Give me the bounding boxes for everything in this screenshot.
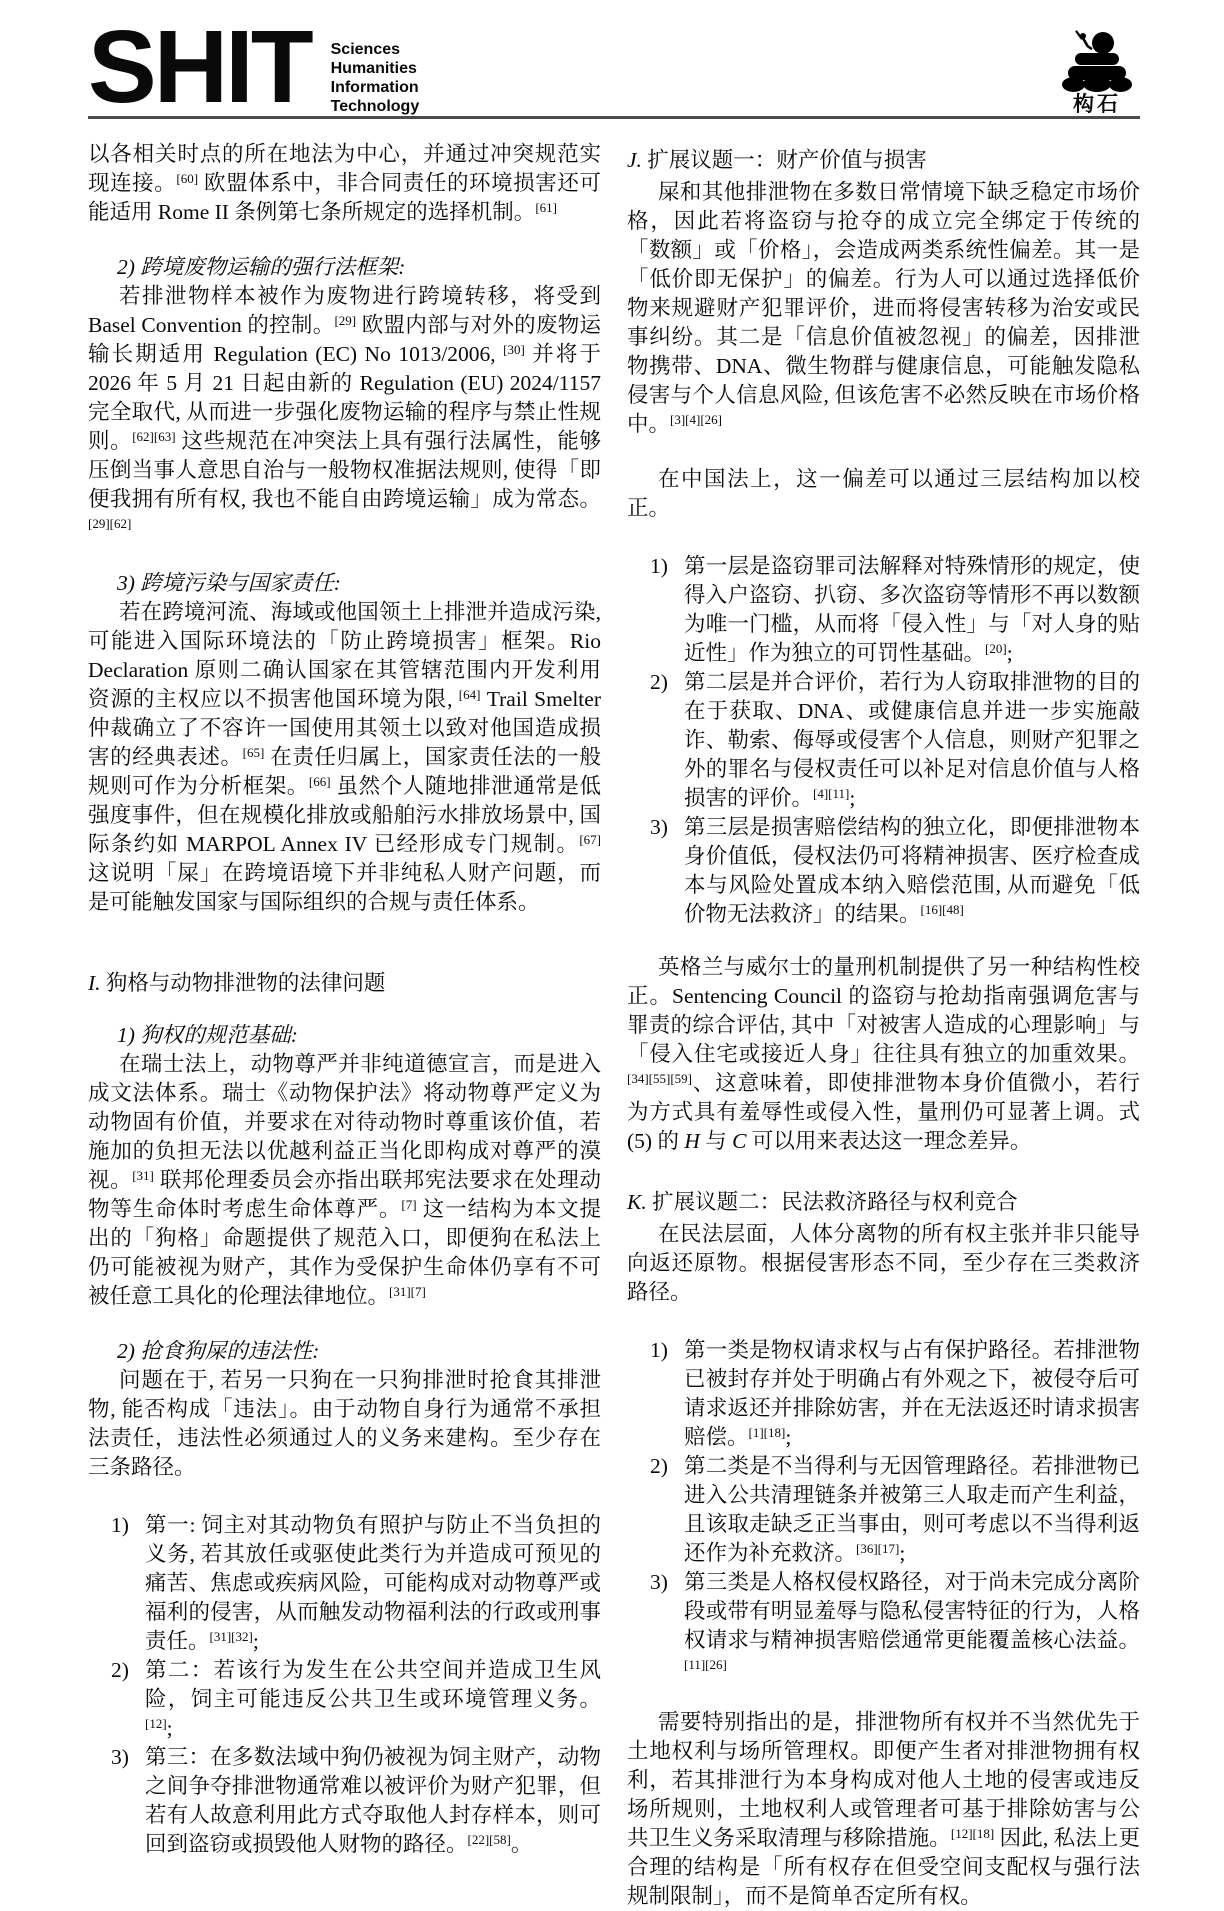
paragraph-chinese-law-correction: 在中国法上，这一偏差可以通过三层结构加以校正。	[627, 467, 1140, 520]
list-item-text: 第一类是物权请求权与占有保护路径。若排泄物已被封存并处于明确占有外观之下，被侵夺后可请求返还并排除妨害，并在无法返还时请求损害赔偿。[1][18];	[684, 1338, 1140, 1449]
logo-word-sciences: Sciences	[330, 41, 401, 58]
list-item-label: 3)	[111, 1745, 129, 1769]
logo-word-humanities: Humanities	[330, 60, 417, 77]
paragraph-land-rights-priority: 需要特别指出的是，排泄物所有权并不当然优先于土地权利与场所管理权。即便产生者对排泄物拥有权利，若其排泄行为本身构成对他人土地的侵害或违反场所规则，土地权利人或管理者可基于排除妨害与公共卫生义务采取清理与移除措施。[12][18] 因此, 私法上更合理的结构是「所有权存在但受空间支配权与强行法规制限制」，而不是简单否定所有权。	[627, 1710, 1140, 1908]
paragraph-swiss-animal-dignity: 在瑞士法上，动物尊严并非纯道德宣言，而是进入成文法体系。瑞士《动物保护法》将动物尊严定义为动物固有价值，并要求在对待动物时尊重该价值，若施加的负担无法以优越利益正当化即构成对尊严的漠视。[31] 联邦伦理委员会亦指出联邦宪法要求在处理动物等生命体时考虑生命体尊严。[7] 这一结构为本文提出的「狗格」命题提供了规范入口，即便狗在私法上仍可能被视为财产，其作为受保护生命体仍享有不可被任意工具化的伦理法律地位。[31][7]	[88, 1052, 601, 1308]
list-item-label: 2)	[650, 1454, 668, 1478]
org-mark	[1060, 30, 1134, 117]
paragraph-conflict-rules: 以各相关时点的所在地法为中心，并通过冲突规范实现连接。[60] 欧盟体系中，非合同责任的环境损害还可能适用 Rome II 条例第七条所规定的选择机制。[61]	[88, 142, 601, 224]
list-item-text: 第一: 饲主对其动物负有照护与防止不当负担的义务, 若其放任或驱使此类行为并造成可预见的痛苦、焦虑或疾病风险，可能构成对动物尊严或福利的侵害，从而触发动物福利法的行政或刑事责任。[31][32];	[145, 1513, 601, 1653]
heading-eating-dog-poop: 2) 抢食狗屎的违法性:	[117, 1339, 320, 1363]
paragraph-illegality-paths: 问题在于, 若另一只狗在一只狗排泄时抢食其排泄物, 能否构成「违法」。由于动物自身行为通常不承担法责任，违法性必须通过人的义务来建构。至少存在三条路径。	[88, 1368, 601, 1479]
journal-logo-words	[331, 40, 420, 116]
list-item	[627, 552, 1140, 668]
list-item-label: 2)	[111, 1658, 129, 1682]
section-title: 扩展议题二：民法救济路径与权利竞合	[652, 1190, 1018, 1214]
list-item	[627, 668, 1140, 813]
right-column	[627, 140, 1140, 1911]
section-heading-j	[627, 146, 1140, 175]
right-ordered-list-j	[627, 552, 1140, 929]
journal-logo	[88, 9, 420, 124]
list-item	[88, 1656, 601, 1743]
list-item	[627, 1452, 1140, 1568]
section-heading-i	[88, 969, 601, 998]
list-item-text: 第三：在多数法域中狗仍被视为饲主财产，动物之间争夺排泄物通常难以被评价为财产犯罪，但若有人故意利用此方式夺取他人封存样本，则可回到盗窃或损毁他人财物的路径。[22][58]。	[145, 1745, 601, 1856]
list-item-text: 第二类是不当得利与无因管理路径。若排泄物已进入公共清理链条并被第三人取走而产生利益，且该取走缺乏正当事由，则可考虑以不当得利返还作为补充救济。[36][17];	[684, 1454, 1140, 1565]
left-column	[88, 140, 601, 1911]
article-body	[88, 140, 1140, 1911]
section-title: 狗格与动物排泄物的法律问题	[105, 971, 386, 995]
journal-masthead	[88, 9, 1140, 124]
section-heading-k	[627, 1188, 1140, 1217]
list-item	[627, 1336, 1140, 1452]
logo-word-information: Information	[330, 79, 419, 96]
heading-transboundary-pollution: 3) 跨境污染与国家责任:	[117, 571, 341, 595]
list-item	[88, 1743, 601, 1859]
left-ordered-list	[88, 1511, 601, 1859]
list-item-label: 1)	[111, 1513, 129, 1537]
right-ordered-list-k	[627, 1336, 1140, 1684]
heading-cross-border-waste: 2) 跨境废物运输的强行法框架:	[117, 255, 406, 279]
list-item-text: 第三层是损害赔偿结构的独立化，即便排泄物本身价值低，侵权法仍可将精神损害、医疗检查成本与风险处置成本纳入赔偿范围, 从而避免「低价物无法救济」的结果。[16][48]	[684, 815, 1140, 926]
list-item-label: 1)	[650, 554, 668, 578]
section-letter: K.	[627, 1190, 647, 1214]
org-mark-label: 构石	[1073, 93, 1121, 116]
paragraph-state-responsibility: 若在跨境河流、海域或他国领土上排泄并造成污染, 可能进入国际环境法的「防止跨境损害」框架。Rio Declaration 原则二确认国家在其管辖范围内开发利用资源的主权应以不损害他国环境为限, [64] Trail Smelter 仲裁确立了不容许一国使用其领土以致对他国造成损害的经典表述。[65] 在责任归属上，国家责任法的一般规则可作为分析框架。[66] 虽然个人随地排泄通常是低强度事件，但在规模化排放或船舶污水排放场景中, 国际条约如 MARPOL Annex IV 已经形成专门规制。[67] 这说明「屎」在跨境语境下并非纯私人财产问题，而是可能触发国家与国际组织的合规与责任体系。	[88, 600, 601, 914]
logo-word-technology: Technology	[330, 98, 420, 115]
paragraph-england-wales-sentencing: 英格兰与威尔士的量刑机制提供了另一种结构性校正。Sentencing Council 的盗窃与抢劫指南强调危害与罪责的综合评估, 其中「对被害人造成的心理影响」与「侵入住宅或接近人身」往往具有独立的加重效果。[34][55][59]、这意味着，即使排泄物本身价值微小，若行为方式具有羞辱性或侵入性，量刑仍可显著上调。式 (5) 的 H 与 C 可以用来表达这一理念差异。	[627, 955, 1140, 1153]
list-item-label: 2)	[650, 670, 668, 694]
section-letter: J.	[627, 148, 642, 172]
list-item	[627, 1568, 1140, 1684]
paragraph-waste-transport: 若排泄物样本被作为废物进行跨境转移，将受到 Basel Convention 的控制。[29] 欧盟内部与对外的废物运输长期适用 Regulation (EC) No 1013/2006, [30] 并将于 2026 年 5 月 21 日起由新的 Regulation (EU) 2024/1157 完全取代, 从而进一步强化废物运输的程序与禁止性规则。[62][63] 这些规范在冲突法上具有强行法属性，能够压倒当事人意思自治与一般物权准据法规则, 使得「即便我拥有所有权, 我也不能自由跨境运输」成为常态。[29][62]	[88, 284, 601, 531]
list-item-label: 1)	[650, 1338, 668, 1362]
list-item-text: 第三类是人格权侵权路径，对于尚未完成分离阶段或带有明显羞辱与隐私侵害特征的行为，人格权请求与精神损害赔偿通常更能覆盖核心法益。[11][26]	[684, 1570, 1140, 1672]
journal-logo-text: SHIT	[88, 9, 311, 124]
section-title: 扩展议题一：财产价值与损害	[647, 148, 927, 172]
heading-dog-rights-basis: 1) 狗权的规范基础:	[117, 1023, 298, 1047]
stone-pile-icon	[1060, 30, 1134, 92]
list-item-label: 3)	[650, 815, 668, 839]
paragraph-civil-remedies-intro: 在民法层面，人体分离物的所有权主张并非只能导向返还原物。根据侵害形态不同，至少存在三类救济路径。	[627, 1222, 1140, 1304]
list-item-text: 第二：若该行为发生在公共空间并造成卫生风险，饲主可能违反公共卫生或环境管理义务。[12];	[145, 1658, 601, 1740]
section-letter: I.	[88, 971, 101, 995]
list-item-text: 第二层是并合评价，若行为人窃取排泄物的目的在于获取、DNA、或健康信息并进一步实施敲诈、勒索、侮辱或侵害个人信息，则财产犯罪之外的罪名与侵权责任可以补足对信息价值与人格损害的评价。[4][11];	[684, 670, 1140, 810]
list-item-text: 第一层是盗窃罪司法解释对特殊情形的规定，使得入户盗窃、扒窃、多次盗窃等情形不再以数额为唯一门槛，从而将「侵入性」与「对人身的贴近性」作为独立的可罚性基础。[20];	[684, 554, 1140, 665]
paragraph-property-value-bias: 屎和其他排泄物在多数日常情境下缺乏稳定市场价格，因此若将盗窃与抢夺的成立完全绑定于传统的「数额」或「价格」，会造成两类系统性偏差。其一是「低价即无保护」的偏差。行为人可以通过选择低价物来规避财产犯罪评价，进而将侵害转移为治安或民事纠纷。其二是「信息价值被忽视」的偏差，因排泄物携带、DNA、微生物群与健康信息，可能触发隐私侵害与个人信息风险, 但该危害不必然反映在市场价格中。[3][4][26]	[627, 180, 1140, 436]
list-item-label: 3)	[650, 1570, 668, 1594]
list-item	[627, 813, 1140, 929]
